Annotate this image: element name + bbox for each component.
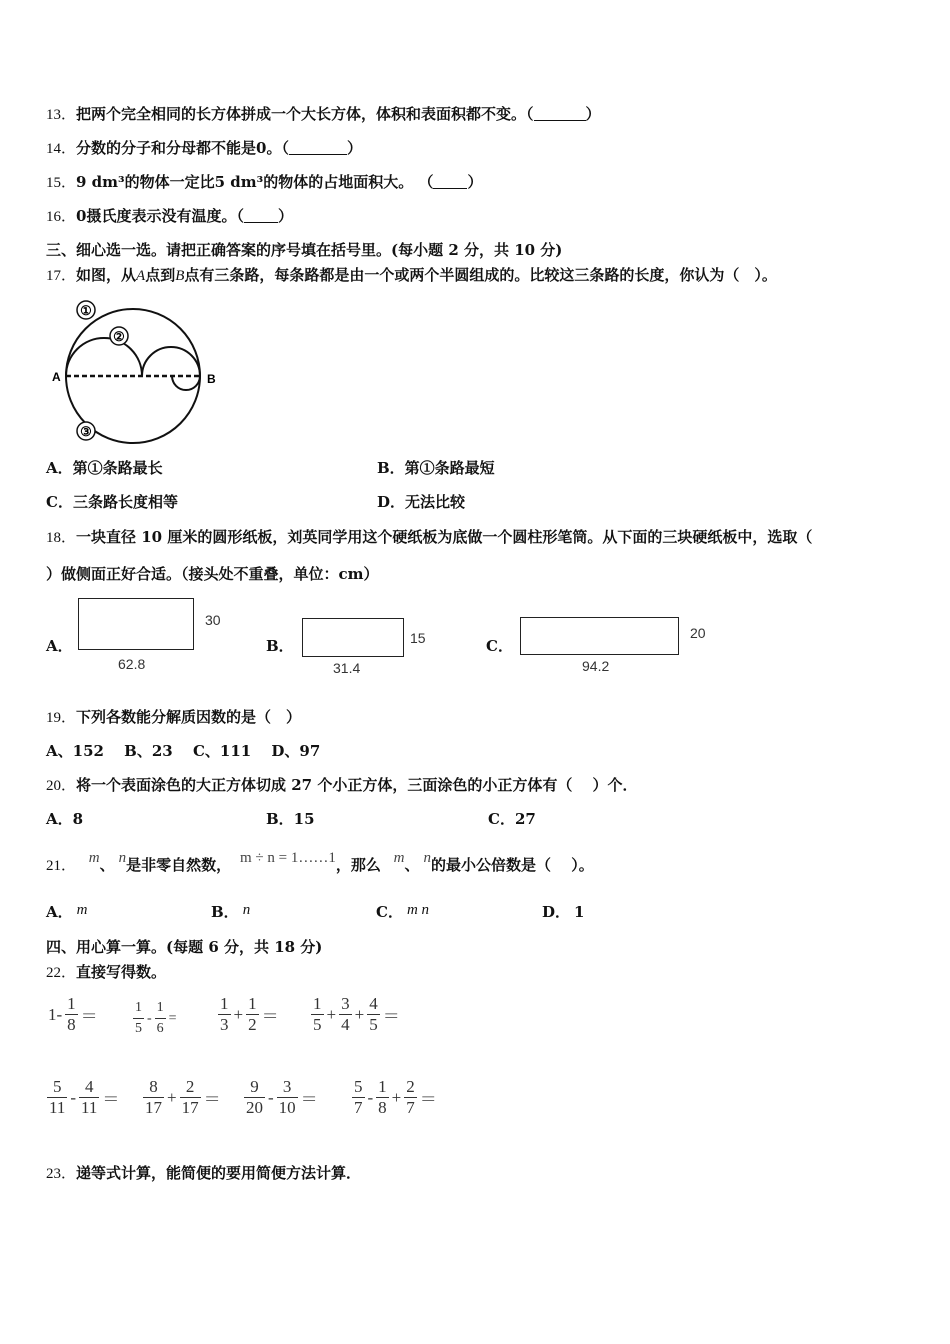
answer-blank[interactable] [244,208,278,223]
question-13: 13．把两个完全相同的长方体拼成一个大长方体，体积和表面积都不变。（ ） [46,105,601,123]
expr-6: $\frac{8}{17}$ + $\frac{2}{17}$ ＝ [145,1077,221,1117]
expr-7: $\frac{9}{20}$ - $\frac{3}{10}$ ＝ [246,1077,318,1117]
label-1: ① [80,303,92,318]
q21-option-b[interactable]: B． n [211,902,251,921]
path-2-arc-right [142,347,200,376]
q17-option-b[interactable]: B．第①条路最短 [377,459,495,477]
q17-option-a[interactable]: A．第①条路最长 [46,459,163,477]
q18-rect-a-width: 62.8 [118,656,146,672]
path-2-arc-left [66,338,142,376]
q21-option-c[interactable]: C． m n [376,902,430,921]
question-22: 22．直接写得数。 [46,963,167,981]
question-14: 14．分数的分子和分母都不能是0。（ ） [46,139,362,157]
point-a-label: A [52,370,61,384]
answer-blank[interactable] [433,174,467,189]
question-16: 16．0摄氏度表示没有温度。（ ） [46,207,293,225]
expr-3: $\frac{1}{3}$ + $\frac{1}{2}$ ＝ [220,994,279,1034]
expr-8: $\frac{5}{7}$ - $\frac{1}{8}$ + $\frac{2}{7}$ ＝ [354,1077,437,1117]
q18-rect-c [520,617,679,655]
q18-rect-b-width: 31.4 [333,660,361,676]
question-15: 15．9 dm³的物体一定比5 dm³的物体的占地面积大。 （ ） [46,173,483,191]
answer-blank[interactable] [534,106,586,121]
q17-option-c[interactable]: C．三条路长度相等 [46,493,178,511]
path-small-arc [172,376,200,390]
label-3: ③ [80,424,92,439]
q18-option-b-label[interactable]: B． [266,637,294,655]
q20-option-c[interactable]: C．27 [488,810,536,828]
q18-rect-c-width: 94.2 [582,658,610,674]
expr-4: $\frac{1}{5}$ + $\frac{3}{4}$ + $\frac{4}{5}$ ＝ [313,994,400,1034]
q21-option-d[interactable]: D． 1 [542,903,585,921]
q20-option-a[interactable]: A．8 [46,810,84,828]
expr-2: $\frac{1}{5}$ - $\frac{1}{6}$ = [135,1000,177,1036]
q17-option-d[interactable]: D．无法比较 [377,493,466,511]
label-2: ② [113,329,125,344]
question-21: 21． m、 n是非零自然数， m ÷ n = 1……1，那么 m、 n的最小公倍数是（ ）。 [46,850,594,874]
q18-rect-b [302,618,404,657]
question-18-line-2: ）做侧面正好合适。（接头处不重叠，单位：cm） [46,565,379,583]
question-18-line-1: 18．一块直径 10 厘米的圆形纸板，刘英同学用这个硬纸板为底做一个圆柱形笔筒。从下面的三块硬纸板中，选取（ [46,528,813,546]
q18-rect-c-height: 20 [690,625,706,641]
answer-blank[interactable] [289,140,347,155]
question-17: 17．如图，从A点到B点有三条路，每条路都是由一个或两个半圆组成的。比较这三条路的长度，你认为（ ）。 [46,266,777,284]
section-4-heading: 四、用心算一算。(每题 6 分，共 18 分) [46,938,323,956]
section-3-heading: 三、细心选一选。请把正确答案的序号填在括号里。(每小题 2 分，共 10 分) [46,241,563,259]
point-b-label: B [207,372,216,386]
expr-1: 1- $\frac{1}{8}$ ＝ [48,994,98,1034]
q19-options[interactable]: A、152 B、23 C、111 D、97 [46,742,321,760]
three-paths-figure [50,296,225,444]
q18-option-c-label[interactable]: C． [486,637,513,655]
question-20: 20．将一个表面涂色的大正方体切成 27 个小正方体，三面涂色的小正方体有（ ）个． [46,776,638,794]
q18-rect-a-height: 30 [205,612,221,628]
q18-option-a-label[interactable]: A． [46,637,73,655]
q20-option-b[interactable]: B．15 [266,810,315,828]
q18-rect-b-height: 15 [410,630,426,646]
expr-5: $\frac{5}{11}$ - $\frac{4}{11}$ ＝ [49,1077,120,1117]
q21-option-a[interactable]: A． m [46,902,88,921]
question-23: 23．递等式计算，能简便的要用简便方法计算． [46,1164,362,1182]
question-19: 19．下列各数能分解质因数的是（ ） [46,708,302,726]
q18-rect-a [78,598,194,650]
